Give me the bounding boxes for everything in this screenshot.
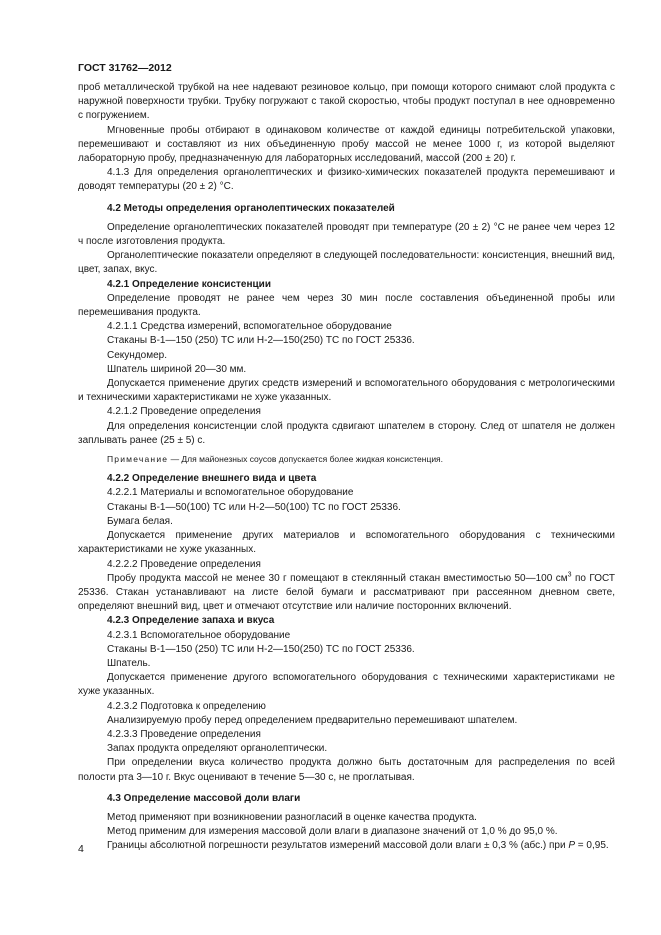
paragraph (78, 839, 615, 853)
clause-heading: 4.2.2.1 Материалы и вспомогательное оборудование (107, 487, 354, 499)
paragraph: Стаканы В-1—150 (250) ТС или Н-2—150(250) ТС по ГОСТ 25336. (107, 643, 415, 655)
subsection-heading: 4.2.2 Определение внешнего вида и цвета (107, 473, 317, 485)
clause-heading: 4.2.3.3 Проведение определения (107, 728, 261, 740)
paragraph: Анализируемую пробу перед определением предварительно перемешивают шпателем. (107, 714, 518, 726)
document-header: ГОСТ 31762—2012 (78, 62, 172, 74)
section-heading: 4.2 Методы определения органолептических показателей (107, 202, 395, 214)
paragraph: Стаканы В-1—150 (250) ТС или Н-2—150(250) ТС по ГОСТ 25336. (107, 335, 415, 347)
subsection-heading: 4.2.3 Определение запаха и вкуса (107, 615, 275, 627)
paragraph: 4.1.3 Для определения органолептических и физико-химических показателей продукта перемешивают и доводят температуры (20 ± 2) °С. (78, 167, 615, 193)
clause-heading: 4.2.3.1 Вспомогательное оборудование (107, 629, 291, 641)
paragraph: Допускается применение других материалов и вспомогательного оборудования с техническими характеристиками не хуже указанных. (78, 530, 615, 556)
note (78, 452, 615, 466)
italic-symbol: P (568, 840, 576, 852)
paragraph: Определение органолептических показателей проводят при температуре (20 ± 2) °С не ранее чем через 12 ч после изготовления продукта. (78, 221, 615, 248)
paragraph: Метод применяют при возникновении разногласий в оценке качества продукта. (107, 811, 477, 823)
paragraph: Определение проводят не ранее чем через 30 мин после составления объединенной пробы или перемешивания продукта. (78, 292, 615, 319)
paragraph-text: по ГОСТ 25336. Стакан устанавливают на листе белой бумаги и рассматривают при рассеянном дневном свете, определяют внешний вид, цвет и отмечают отсутствие или наличие посторонних включений. (78, 572, 616, 613)
page-body (78, 81, 615, 854)
clause-heading: 4.2.2.2 Проведение определения (107, 558, 261, 570)
paragraph: Запах продукта определяют органолептически. (107, 743, 328, 755)
paragraph: Бумага белая. (107, 515, 173, 527)
section-heading: 4.3 Определение массовой доли влаги (107, 792, 301, 804)
paragraph: Для определения консистенции слой продукта сдвигают шпателем в сторону. След от шпателя не должен заплывать ранее (25 ± 5) с. (78, 420, 615, 446)
note-label: Примечание (107, 454, 169, 465)
paragraph (78, 572, 615, 615)
paragraph: При определении вкуса количество продукта должно быть достаточным для распределения по всей полости рта 3—10 г. Вкус оценивают в течение 5—30 с, не проглатывая. (78, 757, 615, 783)
paragraph: Метод применим для измерения массовой доли влаги в диапазоне значений от 1,0 % до 95,0 %. (107, 826, 558, 838)
note-text: — Для майонезных соусов допускается более жидкая консистенция. (168, 454, 444, 465)
paragraph: Допускается применение другого вспомогательного оборудования с техническими характеристиками не хуже указанных. (78, 672, 615, 698)
superscript: 3 (567, 571, 572, 579)
paragraph: Шпатель. (107, 657, 151, 669)
paragraph: Допускается применение других средств измерений и вспомогательного оборудования с метрологическими и техническими характеристиками не хуже указанных. (78, 378, 615, 404)
clause-heading: 4.2.1.2 Проведение определения (107, 406, 261, 418)
subsection-heading: 4.2.1 Определение консистенции (107, 278, 271, 290)
paragraph-text: = 0,95. (575, 840, 609, 852)
clause-heading: 4.2.3.2 Подготовка к определению (107, 700, 266, 712)
page-number: 4 (78, 843, 84, 855)
paragraph: Стаканы В-1—50(100) ТС или Н-2—50(100) ТС по ГОСТ 25336. (107, 501, 401, 513)
paragraph: Мгновенные пробы отбирают в одинаковом количестве от каждой единицы потребительской упаковки, перемешивают и составляют из них объединенную пробу массой не менее 1000 г, из которой выделяют лабораторную пробу, предназначенную для лабораторных исследований, массой (200 ± 20) г. (78, 124, 615, 165)
paragraph: Шпатель шириной 20—30 мм. (107, 363, 247, 375)
paragraph: проб металлической трубкой на нее надевают резиновое кольцо, при помощи которого снимают слой продукта с наружной поверхности трубки. Трубку погружают с такой скоростью, чтобы продукт поступал в нее одновременно с погружением. (78, 82, 615, 122)
clause-heading: 4.2.1.1 Средства измерений, вспомогательное оборудование (107, 321, 392, 333)
paragraph-text: Пробу продукта массой не менее 30 г помещают в стеклянный стакан вместимостью 50—100 см (107, 572, 568, 584)
paragraph-text: Границы абсолютной погрешности результатов измерений массовой доли влаги ± 0,3 % (абс.) при (107, 840, 569, 852)
paragraph: Органолептические показатели определяют в следующей последовательности: консистенция, внешний вид, цвет, запах, вкус. (78, 250, 615, 276)
paragraph: Секундомер. (107, 349, 167, 361)
